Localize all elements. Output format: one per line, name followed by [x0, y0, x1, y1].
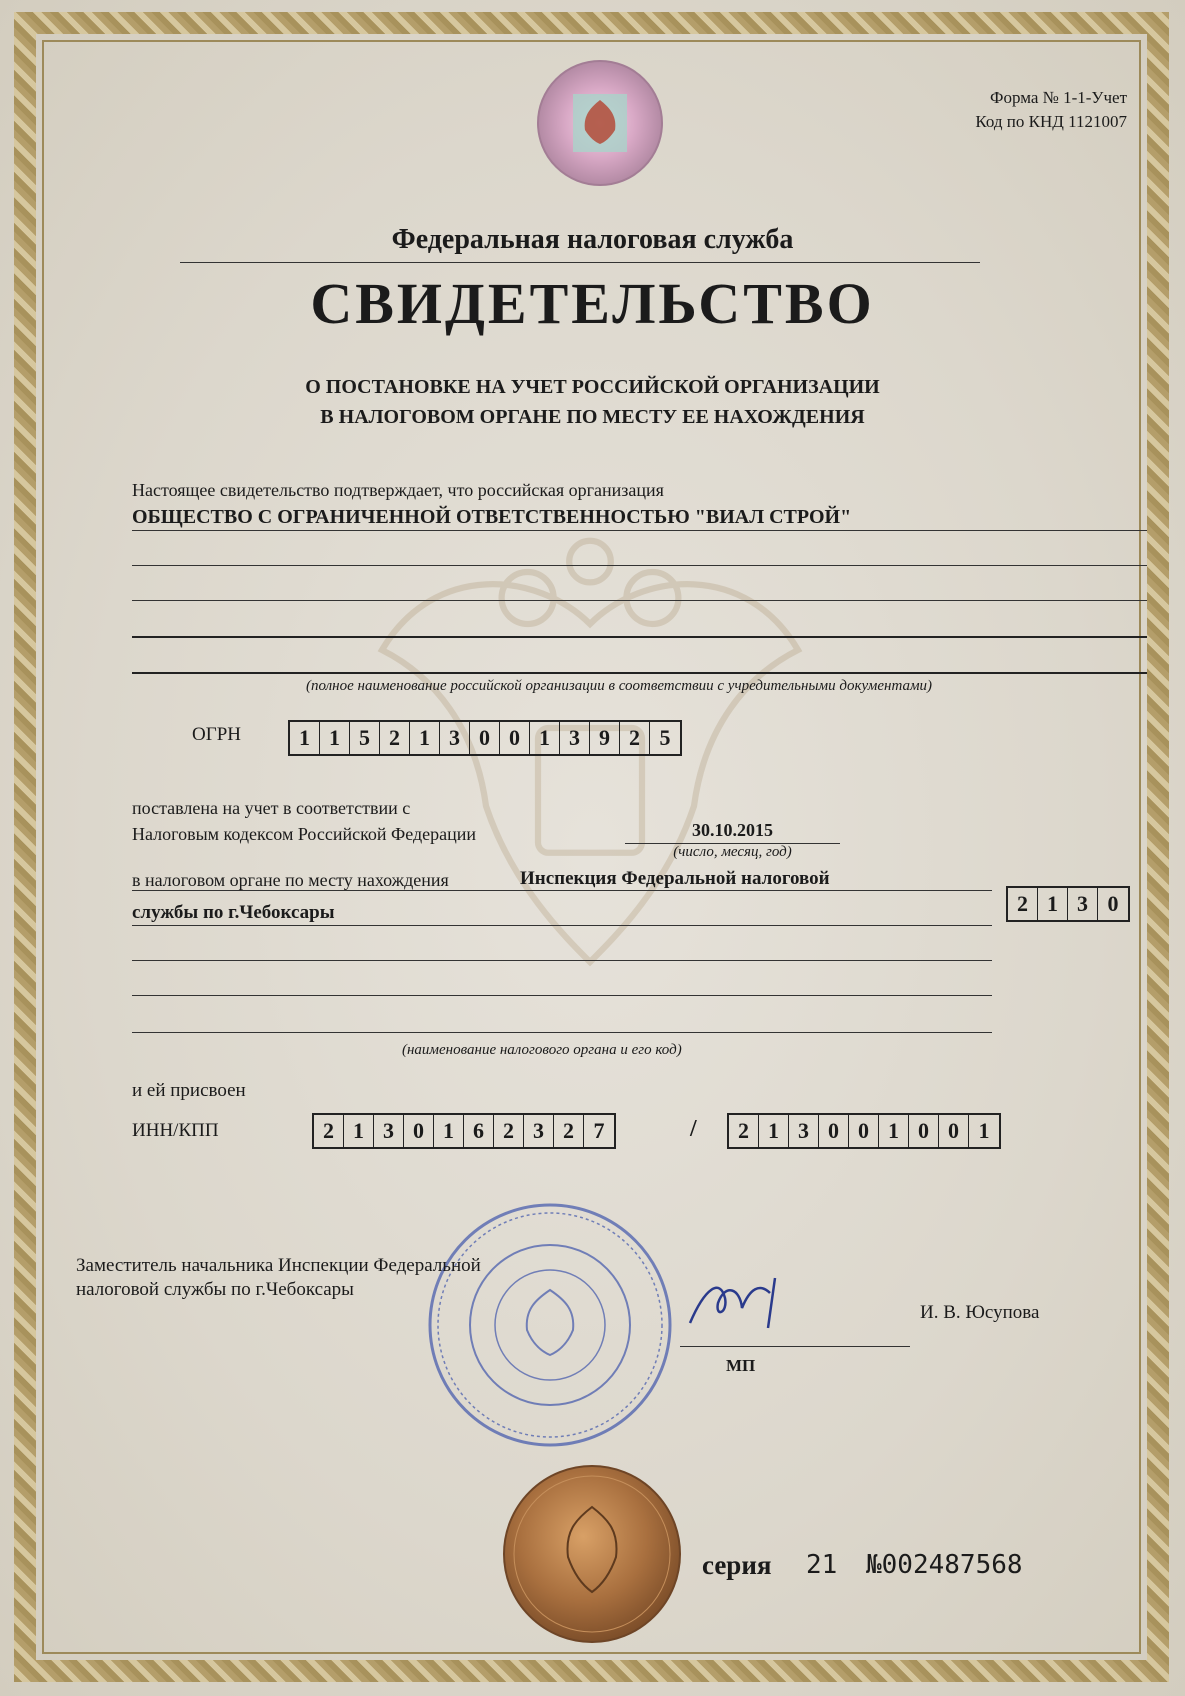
- stamp-place-label: МП: [726, 1356, 756, 1375]
- digit-cell: 1: [434, 1115, 464, 1147]
- digit-cell: 0: [500, 722, 530, 754]
- ogrn-label: ОГРН: [192, 724, 241, 745]
- digit-cell: 2: [729, 1115, 759, 1147]
- digit-cell: 6: [464, 1115, 494, 1147]
- digit-cell: 2: [494, 1115, 524, 1147]
- gold-seal-icon: [500, 1462, 685, 1647]
- ogrn-number: [288, 720, 682, 756]
- digit-cell: 0: [909, 1115, 939, 1147]
- agency-name: Федеральная налоговая служба: [391, 224, 794, 255]
- digit-cell: 2: [314, 1115, 344, 1147]
- digit-cell: 3: [374, 1115, 404, 1147]
- handwritten-signature-icon: [680, 1268, 800, 1338]
- authority-name-part-1: Инспекция Федеральной налоговой: [520, 868, 830, 889]
- digit-cell: 1: [978, 1118, 990, 1143]
- organization-name: ОБЩЕСТВО С ОГРАНИЧЕННОЙ ОТВЕТСТВЕННОСТЬЮ "ВИАЛ СТРОЙ": [132, 506, 852, 528]
- digit-cell: 2: [554, 1115, 584, 1147]
- subtitle-line-1: О ПОСТАНОВКЕ НА УЧЕТ РОССИЙСКОЙ ОРГАНИЗАЦИИ: [305, 376, 880, 398]
- digit-cell: 0: [404, 1115, 434, 1147]
- digit-cell: 1: [759, 1115, 789, 1147]
- digit-cell: 0: [849, 1115, 879, 1147]
- registration-date: 30.10.2015: [692, 820, 773, 840]
- position-line-1: Заместитель начальника Инспекции Федеральной: [76, 1255, 481, 1276]
- authority-name-part-2: службы по г.Чебоксары: [132, 902, 335, 923]
- authority-code: [1006, 886, 1130, 922]
- certificate-number: №002487568: [866, 1550, 1023, 1580]
- digit-cell: 2: [620, 722, 650, 754]
- digit-cell: 2: [380, 722, 410, 754]
- digit-cell: 3: [440, 722, 470, 754]
- digit-cell: 0: [939, 1115, 969, 1147]
- digit-cell: 5: [350, 722, 380, 754]
- intro-text: Настоящее свидетельство подтверждает, что российская организация: [132, 480, 664, 500]
- digit-cell: 0: [470, 722, 500, 754]
- inn-kpp-label: ИНН/КПП: [132, 1120, 219, 1141]
- date-caption: (число, месяц, год): [673, 844, 792, 860]
- digit-cell: 3: [524, 1115, 554, 1147]
- coat-of-arms-watermark-icon: [330, 520, 850, 1040]
- digit-cell: 1: [1038, 888, 1068, 920]
- position-line-2: налоговой службы по г.Чебоксары: [76, 1279, 354, 1300]
- digit-cell: 1: [320, 722, 350, 754]
- digit-cell: 0: [819, 1115, 849, 1147]
- official-stamp-icon: [425, 1200, 675, 1450]
- series-number: 21: [806, 1550, 838, 1580]
- digit-cell: 1: [344, 1115, 374, 1147]
- digit-cell: 3: [1068, 888, 1098, 920]
- registered-text-2: Налоговым кодексом Российской Федерации: [132, 824, 477, 844]
- digit-cell: 9: [590, 722, 620, 754]
- hologram-seal-icon: [535, 58, 665, 188]
- digit-cell: 1: [410, 722, 440, 754]
- signatory-name: И. В. Юсупова: [920, 1302, 1040, 1323]
- digit-cell: 0: [1107, 891, 1119, 916]
- digit-cell: 7: [593, 1118, 605, 1143]
- digit-cell: 3: [560, 722, 590, 754]
- document-title: СВИДЕТЕЛЬСТВО: [310, 271, 875, 336]
- inn-number: [312, 1113, 616, 1149]
- series-label: серия: [702, 1550, 772, 1580]
- digit-cell: 3: [789, 1115, 819, 1147]
- form-info: [975, 86, 1127, 134]
- inn-kpp-separator: /: [690, 1116, 697, 1142]
- form-number: Форма № 1-1-Учет: [990, 88, 1127, 107]
- signatory-position: [76, 1254, 481, 1302]
- form-knd-code: Код по КНД 1121007: [975, 112, 1127, 131]
- assigned-text: и ей присвоен: [132, 1080, 246, 1101]
- organization-caption: (полное наименование российской организации в соответствии с учредительными документами): [306, 678, 933, 694]
- digit-cell: 1: [879, 1115, 909, 1147]
- digit-cell: 5: [659, 725, 671, 750]
- subtitle-line-2: В НАЛОГОВОМ ОРГАНЕ ПО МЕСТУ ЕЕ НАХОЖДЕНИЯ: [320, 406, 865, 428]
- authority-prefix: в налоговом органе по месту нахождения: [132, 870, 449, 890]
- digit-cell: 2: [1008, 888, 1038, 920]
- authority-caption: (наименование налогового органа и его код): [402, 1042, 682, 1058]
- kpp-number: [727, 1113, 1001, 1149]
- digit-cell: 1: [530, 722, 560, 754]
- digit-cell: 1: [290, 722, 320, 754]
- registered-text-1: поставлена на учет в соответствии с: [132, 798, 411, 818]
